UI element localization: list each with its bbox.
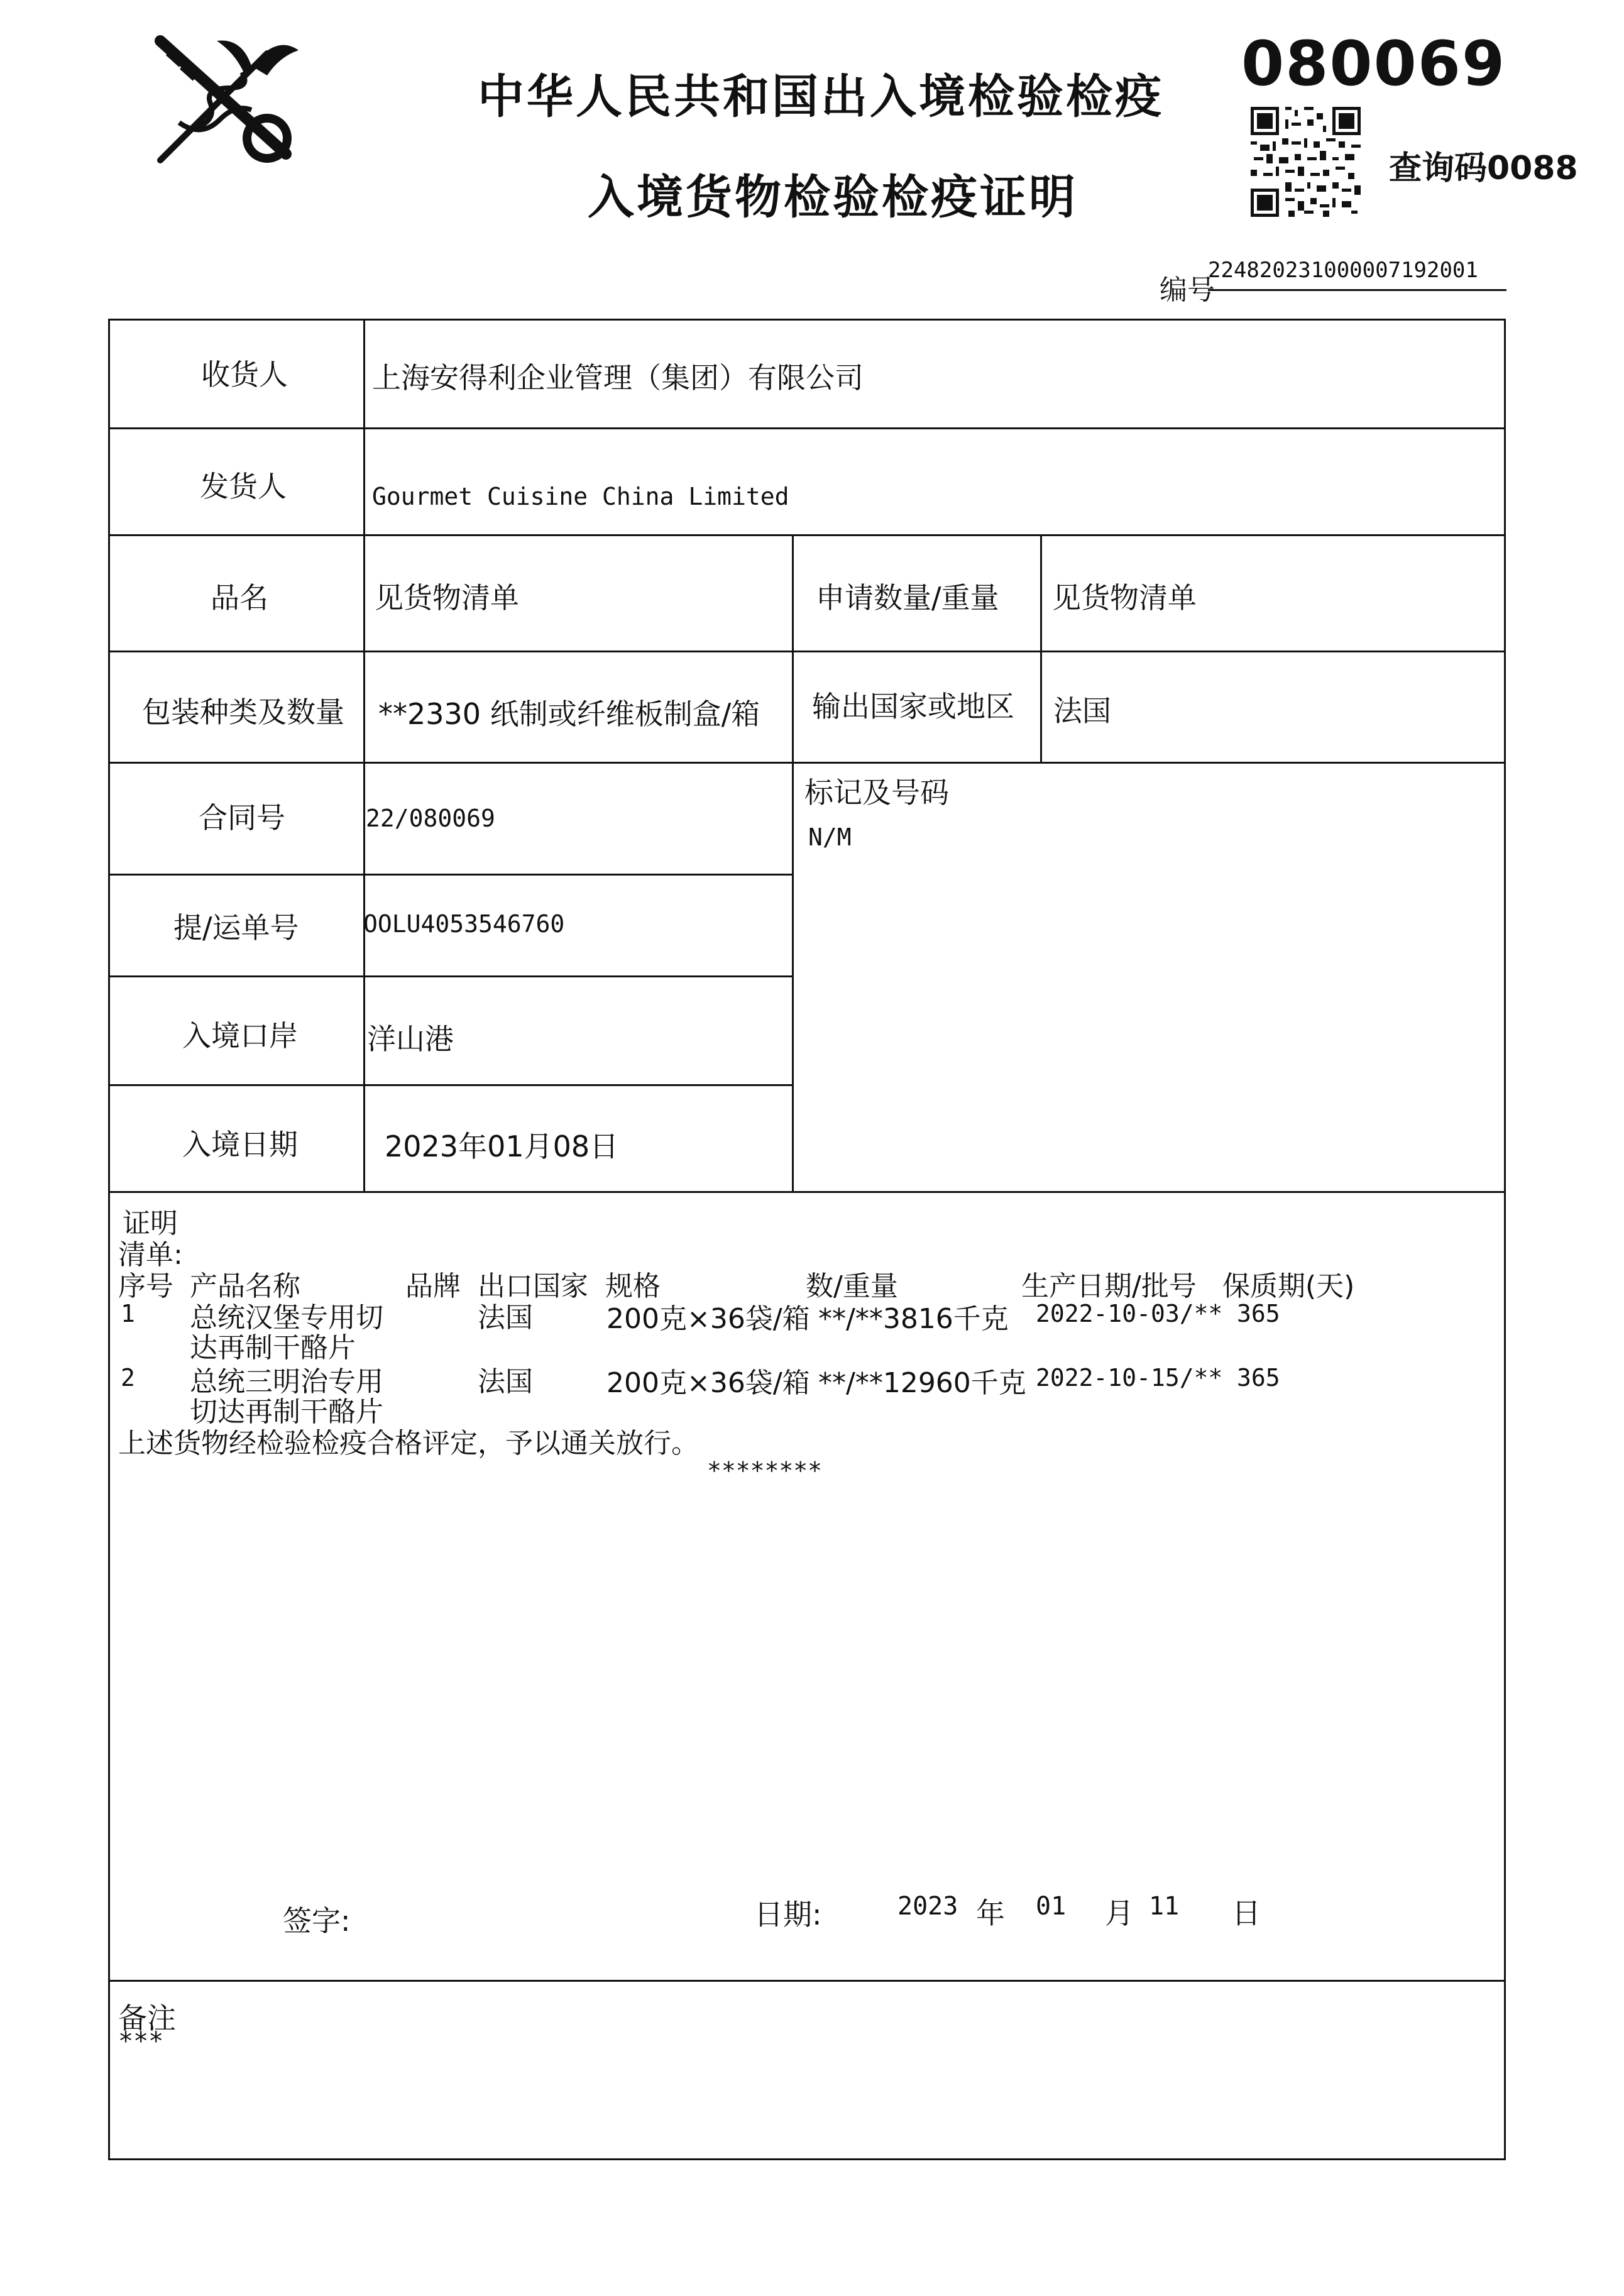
item-qty: **/**3816千克 <box>818 1303 1009 1335</box>
port-label: 入境口岸 <box>182 1019 298 1053</box>
marks-value: N/M <box>808 823 852 851</box>
product-name-value: 见货物清单 <box>375 581 519 615</box>
item-country: 法国 <box>478 1302 533 1334</box>
column-header: 数/重量 <box>806 1270 898 1302</box>
packaging-value: **2330 纸制或纤维板制盒/箱 <box>378 697 760 731</box>
date-label: 日期: <box>754 1898 822 1931</box>
item-shelf-life: 365 <box>1237 1364 1280 1392</box>
date-day-unit: 日 <box>1232 1896 1261 1930</box>
quantity-weight-value: 见货物清单 <box>1052 581 1197 615</box>
port-value: 洋山港 <box>367 1022 454 1056</box>
column-header: 出口国家 <box>478 1270 588 1302</box>
item-name: 总统三明治专用 <box>190 1366 383 1398</box>
divider <box>108 1980 1506 1982</box>
column-header: 规格 <box>605 1270 661 1302</box>
column-header: 产品名称 <box>190 1270 300 1302</box>
item-prod-date: 2022-10-03/** <box>1036 1300 1223 1327</box>
document-number: 080069 <box>1241 28 1506 100</box>
entry-date-label: 入境日期 <box>182 1128 298 1162</box>
entry-date-value: 2023年01月08日 <box>385 1129 619 1163</box>
consignee-value: 上海安得利企业管理（集团）有限公司 <box>372 361 864 395</box>
divider <box>108 975 793 977</box>
list-label: 清单: <box>118 1239 183 1271</box>
item-name: 切达再制干酪片 <box>190 1396 383 1428</box>
item-name: 达再制干酪片 <box>190 1332 356 1364</box>
divider <box>108 874 793 876</box>
customs-emblem-icon <box>141 28 305 173</box>
origin-country-label: 输出国家或地区 <box>812 689 1014 723</box>
divider <box>792 534 794 1191</box>
certificate-heading: 证明 <box>123 1207 178 1239</box>
divider <box>1040 534 1042 762</box>
divider <box>108 534 1506 536</box>
query-code: 查询码0088 <box>1389 150 1578 187</box>
divider <box>363 319 365 1191</box>
date-day: 11 <box>1149 1892 1180 1921</box>
column-header: 生产日期/批号 <box>1021 1270 1197 1302</box>
certificate-frame <box>108 319 1506 2160</box>
packaging-label: 包装种类及数量 <box>142 695 344 729</box>
date-month-unit: 月 <box>1105 1896 1134 1930</box>
divider <box>108 427 1506 429</box>
remarks-value: *** <box>118 2027 164 2056</box>
consignor-label: 发货人 <box>200 470 287 503</box>
consignee-label: 收货人 <box>201 358 288 392</box>
contract-no-value: 22/080069 <box>366 805 495 832</box>
divider <box>108 762 1506 764</box>
statement-terminator: ******** <box>707 1457 823 1485</box>
item-country: 法国 <box>478 1366 533 1398</box>
divider <box>108 1084 793 1086</box>
item-prod-date: 2022-10-15/** <box>1036 1364 1223 1392</box>
certificate-title-line2: 入境货物检验检疫证明 <box>588 170 1078 224</box>
product-name-label: 品名 <box>211 581 268 615</box>
item-qty: **/**12960千克 <box>818 1367 1026 1399</box>
remarks-label: 备注 <box>118 2001 176 2035</box>
item-no: 1 <box>121 1300 135 1327</box>
bill-no-label: 提/运单号 <box>173 911 299 945</box>
consignor-value: Gourmet Cuisine China Limited <box>372 483 789 510</box>
serial-number-value: 224820231000007192001 <box>1208 258 1506 291</box>
origin-country-value: 法国 <box>1053 694 1111 728</box>
date-month: 01 <box>1036 1892 1067 1921</box>
signature-label: 签字: <box>283 1904 351 1938</box>
serial-number-label: 编号 <box>1160 274 1215 306</box>
marks-label: 标记及号码 <box>804 776 949 810</box>
contract-no-label: 合同号 <box>199 801 285 835</box>
column-header: 保质期(天) <box>1222 1270 1355 1302</box>
item-shelf-life: 365 <box>1237 1300 1280 1327</box>
divider <box>108 651 1506 652</box>
column-header: 序号 <box>118 1270 173 1302</box>
certificate-title-line1: 中华人民共和国出入境检验检疫 <box>478 70 1164 124</box>
item-spec: 200克×36袋/箱 <box>606 1303 810 1335</box>
date-year: 2023 <box>897 1892 958 1921</box>
quantity-weight-label: 申请数量/重量 <box>816 581 999 615</box>
divider <box>108 1191 1506 1193</box>
bill-no-value: OOLU4053546760 <box>363 910 565 938</box>
item-no: 2 <box>121 1364 135 1392</box>
qr-code-icon <box>1248 104 1364 220</box>
item-name: 总统汉堡专用切 <box>190 1302 383 1334</box>
item-spec: 200克×36袋/箱 <box>606 1367 810 1399</box>
column-header: 品牌 <box>405 1270 461 1302</box>
certificate-statement: 上述货物经检验检疫合格评定，予以通关放行。 <box>118 1427 699 1459</box>
date-year-unit: 年 <box>976 1896 1005 1930</box>
